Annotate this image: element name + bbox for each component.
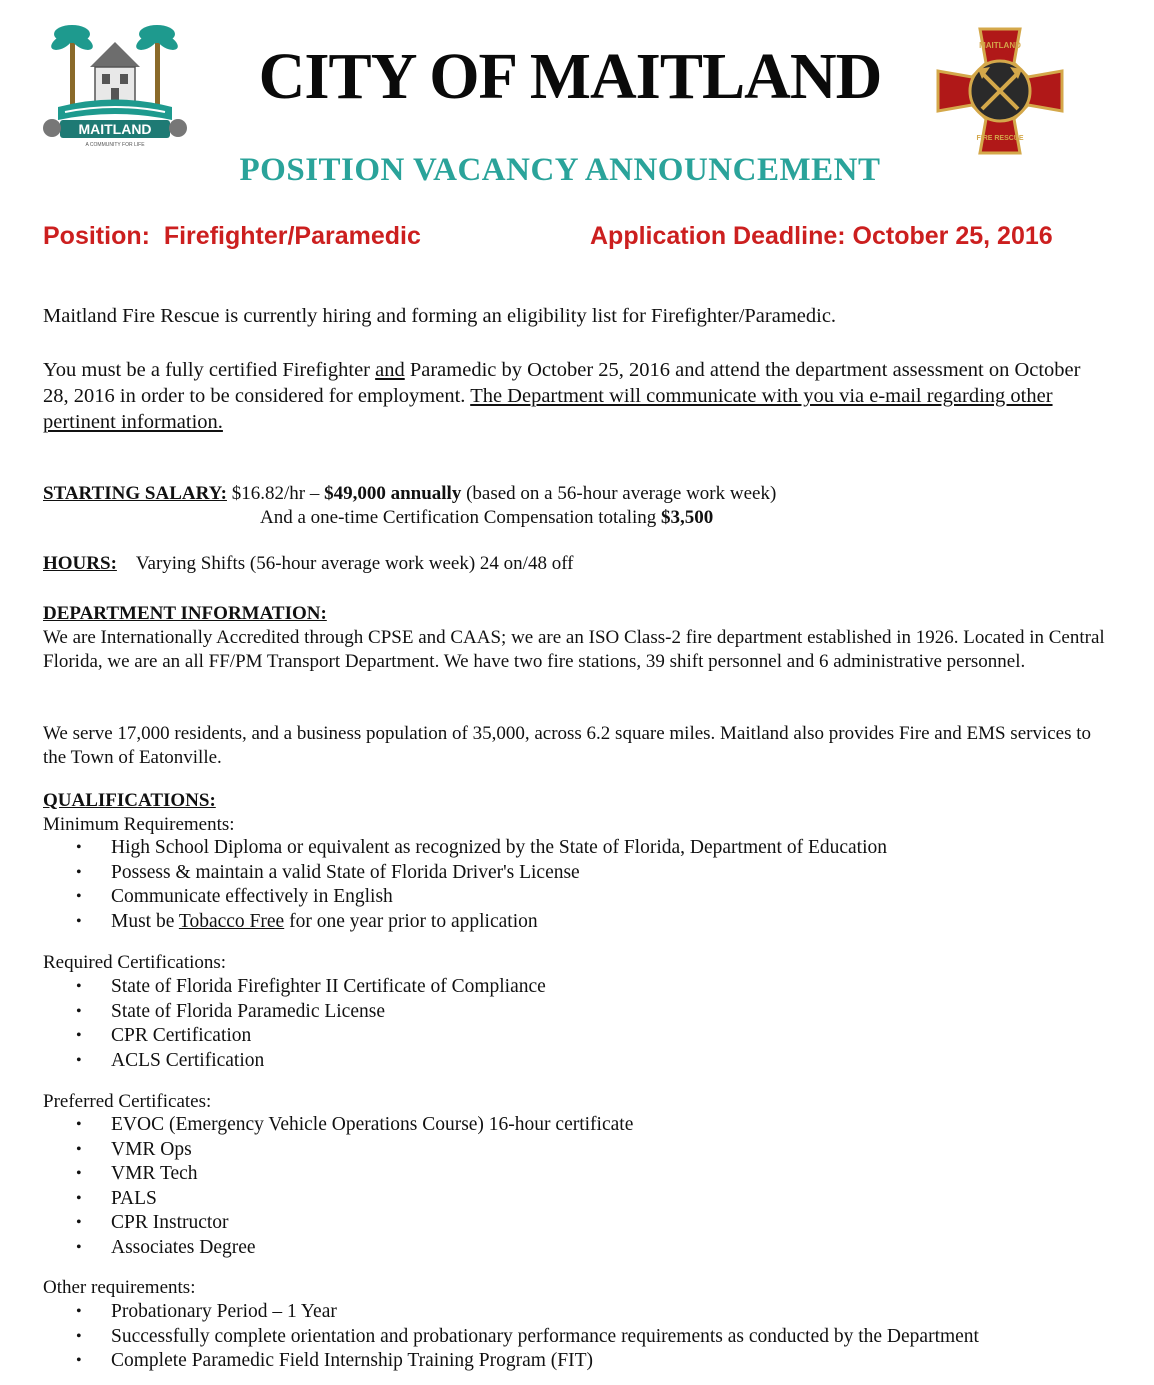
list-item [0,1325,979,1350]
bullet-icon: • [76,1002,82,1020]
deadline-value: October 25, 2016 [852,222,1053,250]
list-item [0,1138,633,1163]
list-item-text: High School Diploma or equivalent as recognized by the State of Florida, Department of Education [111,837,888,858]
bullet-icon: • [76,1027,82,1044]
salary-label: STARTING SALARY: [43,483,227,504]
list-item-text: CPR Certification [111,1025,252,1046]
bullet-icon: • [76,1051,82,1069]
comp-amount: $3,500 [661,507,714,528]
list-item [0,836,887,861]
certification-paragraph [43,357,1103,435]
list-item [0,1049,546,1074]
list-item [0,1236,633,1261]
department-paragraph-2: We serve 17,000 residents, and a business population of 35,000, across 6.2 square miles. Maitland also provides Fire and EMS services to the Town of Eatonville. [43,723,1092,768]
bullet-icon: • [76,1303,82,1320]
bullet-icon: • [76,863,82,881]
bullet-icon: • [76,1116,82,1133]
bullet-icon: • [76,1352,82,1369]
document-title: CITY OF MAITLAND [258,40,882,113]
list-item [0,1113,633,1138]
bullet-icon: • [76,1165,82,1182]
bullet-icon: • [76,888,82,905]
other-requirements-list [0,1300,979,1374]
salary-rate: $16.82/hr – [226,483,325,504]
required-certifications-label: Required Certifications: [43,952,227,973]
list-item-text: Associates Degree [111,1236,256,1258]
list-item [0,1349,979,1374]
list-item-text: ACLS Certification [111,1049,265,1071]
department-paragraph-1: We are Internationally Accredited through CPSE and CAAS; we are an ISO Class-2 fire department established in 1926. Located in Central Florida, we are an all FF/PM Transport Department. We have two fire stations, 39 shift personnel and 6 administrative personnel. [43,627,1105,672]
position-value: Firefighter/Paramedic [163,222,421,250]
cert-text-2: Paramedic by October 25, 2016 and attend the department assessment on October 28, 2016 in order to be considered for employment. [43,359,1081,407]
list-item [0,885,887,910]
list-item [0,1211,633,1236]
bullet-icon: • [76,1140,82,1158]
list-item [0,861,887,886]
certification-compensation [260,506,713,530]
list-item-text: State of Florida Paramedic License [111,1000,385,1022]
minimum-requirements-label: Minimum Requirements: [43,814,235,835]
list-item-text: PALS [111,1187,157,1209]
salary-basis: (based on a 56-hour average work week) [461,483,777,504]
preferred-certificates-list [0,1113,633,1260]
other-requirements-label: Other requirements: [43,1277,196,1298]
list-item [0,1162,633,1187]
list-item-text: Successfully complete orientation and probationary performance requirements as conducted by the Department [111,1325,979,1347]
list-item-text: Communicate effectively in English [111,886,393,907]
starting-salary [43,482,776,506]
list-item [0,1187,633,1212]
city-logo-wordmark: MAITLAND [78,121,152,137]
bullet-icon: • [76,1327,82,1345]
position-label: Position: [43,222,150,250]
minimum-requirements-list [0,836,887,934]
qualifications-heading: QUALIFICATIONS: [43,790,216,811]
list-item [0,1300,979,1325]
fire-logo-bottom-text: FIRE RESCUE [976,135,1024,142]
list-item-text: Complete Paramedic Field Internship Training Program (FIT) [111,1350,594,1371]
announcement-subtitle: POSITION VACANCY ANNOUNCEMENT [239,152,881,188]
list-item [0,975,546,1000]
list-item-text: Possess & maintain a valid State of Florida Driver's License [111,861,580,883]
hours [43,552,574,576]
list-item [0,910,887,935]
list-item-text: EVOC (Emergency Vehicle Operations Course) 16-hour certificate [111,1114,634,1135]
list-item-text: State of Florida Firefighter II Certificate of Compliance [111,976,546,997]
bullet-icon: • [76,978,82,995]
bullet-icon: • [76,912,82,930]
list-item-text: Probationary Period – 1 Year [111,1301,337,1322]
tobacco-pre: Must be [111,910,179,932]
bullet-icon: • [76,1189,82,1207]
fire-rescue-badge-icon [934,26,1066,156]
cert-contact-note: The Department will communicate with you via e-mail regarding other pertinent information. [43,385,1053,433]
city-logo-tagline: A COMMUNITY FOR LIFE [85,142,145,148]
list-item-text: VMR Ops [111,1138,192,1160]
hours-label: HOURS: [43,553,117,574]
list-item [0,1024,546,1049]
tobacco-post: for one year prior to application [284,910,538,932]
city-of-maitland-logo [40,12,190,152]
tobacco-free: Tobacco Free [178,910,285,932]
salary-annual: $49,000 annually [324,483,462,504]
department-heading: DEPARTMENT INFORMATION: [43,603,327,624]
cert-and: and [375,359,405,381]
bullet-icon: • [76,1214,82,1231]
fire-logo-top-text: MAITLAND [979,41,1021,50]
deadline-label: Application Deadline: [590,222,846,250]
bullet-icon: • [76,839,82,856]
position-line [43,224,421,249]
deadline-line [590,224,1053,249]
list-item-text: VMR Tech [111,1163,198,1184]
intro-paragraph: Maitland Fire Rescue is currently hiring and forming an eligibility list for Firefighter/Paramedic. [43,305,837,327]
list-item-text: CPR Instructor [111,1212,229,1233]
hours-value: Varying Shifts (56-hour average work week) 24 on/48 off [135,553,574,574]
required-certifications-list [0,975,546,1073]
cert-text-1: You must be a fully certified Firefighter [43,359,376,381]
comp-text: And a one-time Certification Compensation totaling [260,507,662,528]
list-item [0,1000,546,1025]
preferred-certificates-label: Preferred Certificates: [43,1091,212,1112]
bullet-icon: • [76,1238,82,1256]
